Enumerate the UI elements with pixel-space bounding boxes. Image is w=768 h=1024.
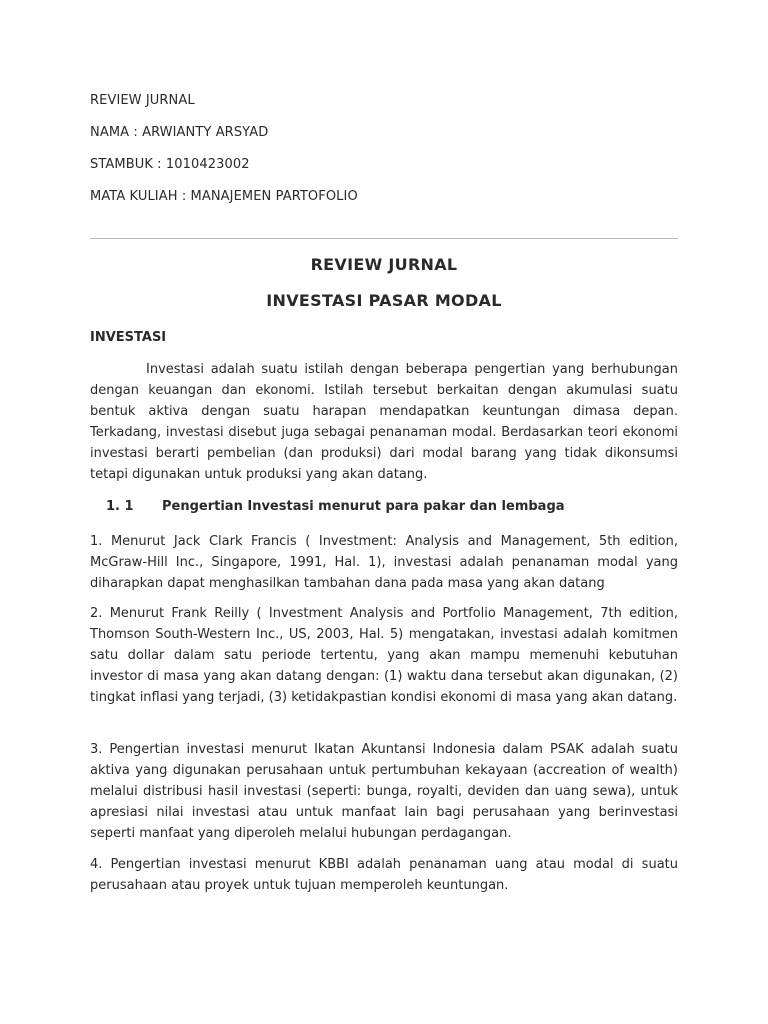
subsection-heading [106,499,565,515]
definition-paragraph-2: 2. Menurut Frank Reilly ( Investment Analysis and Portfolio Management, 7th edition, Thomson South-Western Inc., US, 2003, Hal. 5) mengatakan, investasi adalah komitmen satu dollar dalam satu periode tertentu, yang akan mampu memenuhi kebutuhan investor di masa yang akan datang dengan: (1) waktu dana tersebut akan digunakan, (2) tingkat inflasi yang terjadi, (3) ketidakpastian kondisi ekonomi di masa yang akan datang. [90,606,678,705]
header-stambuk: STAMBUK : 1010423002 [90,157,250,172]
header-nama: NAMA : ARWIANTY ARSYAD [90,125,269,140]
document-title: REVIEW JURNAL [310,255,458,274]
document-page [90,0,678,1024]
subsection-number: 1. 1 [106,499,134,514]
subsection-title: Pengertian Investasi menurut para pakar dan lembaga [162,499,565,514]
section-heading-investasi: INVESTASI [90,330,167,345]
definition-paragraph-1: 1. Menurut Jack Clark Francis ( Investment: Analysis and Management, 5th edition, McGraw-Hill Inc., Singapore, 1991, Hal. 1), investasi adalah penanaman modal yang diharapkan dapat menghasilkan tambahan dana pada masa yang akan datang [90,534,678,591]
horizontal-divider [90,238,678,239]
intro-paragraph: Investasi adalah suatu istilah dengan beberapa pengertian yang berhubungan dengan keuangan dan ekonomi. Istilah tersebut berkaitan dengan akumulasi suatu bentuk aktiva dengan suatu harapan mendapatkan keuntungan dimasa depan. Terkadang, investasi disebut juga sebagai penanaman modal. Berdasarkan teori ekonomi investasi berarti pembelian (dan produksi) dari modal barang yang tidak dikonsumsi tetapi digunakan untuk produksi yang akan datang. [90,362,678,482]
header-review-jurnal: REVIEW JURNAL [90,93,195,108]
header-mata-kuliah: MATA KULIAH : MANAJEMEN PARTOFOLIO [90,189,358,204]
definition-paragraph-4: 4. Pengertian investasi menurut KBBI adalah penanaman uang atau modal di suatu perusahaan atau proyek untuk tujuan memperoleh keuntungan. [90,857,678,893]
definition-paragraph-3: 3. Pengertian investasi menurut Ikatan Akuntansi Indonesia dalam PSAK adalah suatu aktiva yang digunakan perusahaan untuk pertumbuhan kekayaan (accreation of wealth) melalui distribusi hasil investasi (seperti: bunga, royalti, deviden dan uang sewa), untuk apresiasi nilai investasi atau untuk manfaat lain bagi perusahaan yang berinvestasi seperti manfaat yang diperoleh melalui hubungan perdagangan. [90,742,678,841]
document-subtitle: INVESTASI PASAR MODAL [266,291,502,310]
